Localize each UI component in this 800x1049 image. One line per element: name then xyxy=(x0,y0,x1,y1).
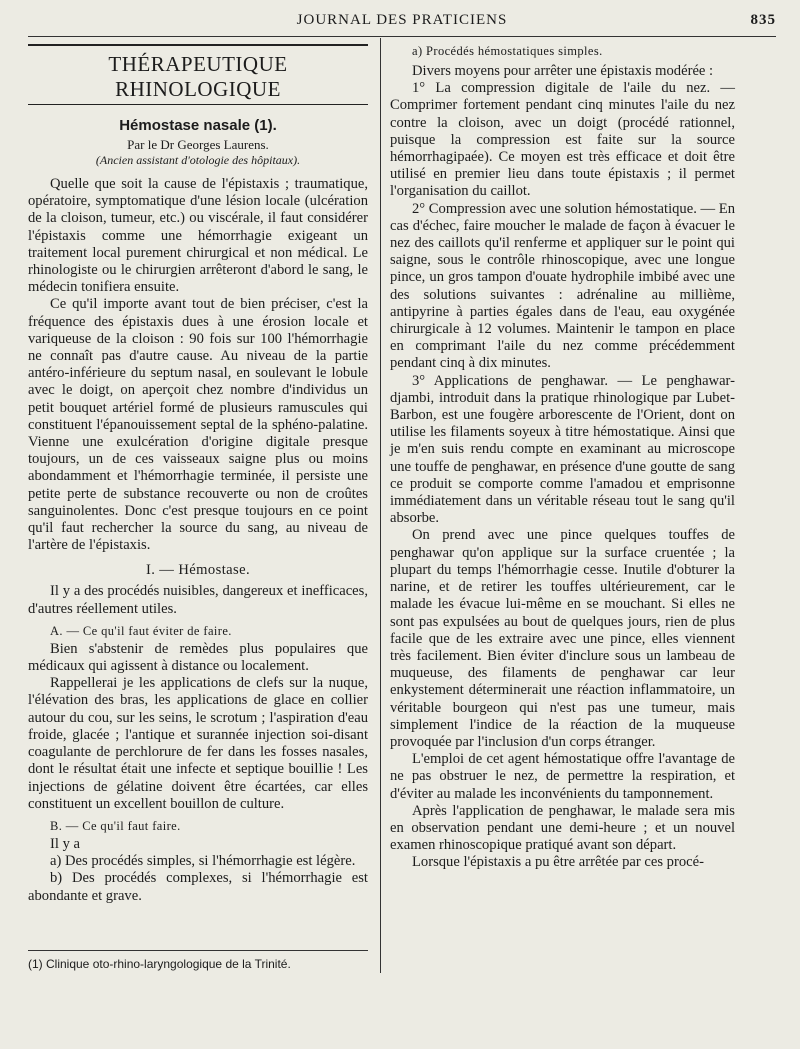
page-number: 835 xyxy=(750,12,776,28)
paragraph: 3° Applications de penghawar. — Le penghawar-djambi, introduit dans la pratique rhinologique par Lubet-Barbon, est une fougère arborescente de l'Orient, dont on utilise les filaments soyeux à titre hémostatique. Ainsi que je m'en suis rendu compte en examinant au microscope une touffe de penghawar, en présence d'une goutte de sang ce produit se comporte comme l'amadou et emprisonne immédiatement dans un véritable réseau tout le sang qu'il absorbe. xyxy=(390,372,735,527)
paragraph: Bien s'abstenir de remèdes plus populaires que médicaux qui agissent à distance ou localement. xyxy=(28,640,368,675)
list-item: a) Des procédés simples, si l'hémorrhagie est légère. xyxy=(50,853,356,870)
paragraph: Il y a xyxy=(50,835,80,852)
subsection-heading: B. — Ce qu'il faut faire. xyxy=(50,818,181,833)
list-item: b) Des procédés complexes, si l'hémorrhagie est abondante et grave. xyxy=(28,870,368,904)
paragraph: L'emploi de cet agent hémostatique offre l'avantage de ne pas obstruer le nez, de permettre la respiration, et d'éviter au malade les inconvénients du tamponnement. xyxy=(390,751,735,802)
footnote-rule xyxy=(28,950,368,951)
byline: Par le Dr Georges Laurens. xyxy=(127,137,269,152)
paragraph: Il y a des procédés nuisibles, dangereux et inefficaces, d'autres réellement utiles. xyxy=(28,583,368,617)
paragraph: Ce qu'il importe avant tout de bien préciser, c'est la fréquence des épistaxis dues à une érosion locale et variqueuse de la cloison : 90 fois sur 100 l'hémorrhagie ne connaît pas d'autre cause. Au niveau de la partie antéro-inférieure du septum nasal, en soulevant le lobule avec le doigt, on aperçoit chez nombre d'individus un petit bouquet artériel formé de plusieurs ramuscules qui constituent l'épanouissement septal de la sphéno-palatine. Vienne une exulcération d'origine digitale presque toujours, un de ces vaisseaux saigne plus ou moins abondamment et l'hémorrhagie terminée, il persiste une petite perte de substance recouverte ou non de croûtes sanguinolentes. Donc c'est presque toujours en ce point qu'il faut rechercher la source du sang, au niveau de l'artère de l'épistaxis. xyxy=(28,296,368,554)
column-divider xyxy=(380,38,381,973)
journal-title: JOURNAL DES PRATICIENS xyxy=(296,12,508,28)
article-title-block xyxy=(28,44,368,105)
article-subtitle: Hémostase nasale (1). xyxy=(119,117,277,134)
paragraph: 2° Compression avec une solution hémostatique. — En cas d'échec, faire moucher le malade de façon à évacuer le nez des caillots qu'il renferme et appliquer sur le point qui saigne, sous le contrôle rhinoscopique, avec une longue pince, un gros tampon d'ouate hydrophile imbibé avec une des solutions suivantes : adrénaline au millième, antipyrine à parties égales dans de l'eau, eau oxygénée chirurgicale à 12 volumes. Maintenir le tampon en place en comprimant l'aile du nez comme précédemment pendant cinq à dix minutes. xyxy=(390,200,735,372)
section-heading: I. — Hémostase. xyxy=(145,562,251,579)
right-column xyxy=(390,44,735,872)
left-column xyxy=(28,44,368,905)
paragraph: Lorsque l'épistaxis a pu être arrêtée par ces procé- xyxy=(412,854,704,871)
title-rule-top xyxy=(28,44,368,46)
title-rule-bottom xyxy=(28,104,368,105)
paragraph: Rappellerai je les applications de clefs sur la nuque, l'élévation des bras, les applications de glace en collier autour du cou, sur les seins, le scrotum ; l'aspiration d'eau froide, glacée ; l'antique et surannée injection soi-disant coagulante de perchlorure de fer dans les fosses nasales, dont le résultat était une infecte et septique bouillie ! Les injections de gélatine doivent être écartées, car elles constituent un excellent bouillon de culture. xyxy=(28,675,368,812)
running-head xyxy=(28,12,776,29)
paragraph: Quelle que soit la cause de l'épistaxis ; traumatique, opératoire, symptomatique d'une lésion locale (ulcération de la cloison, tumeur, etc.) ou viscérale, il faut considérer l'épistaxis comme une hémorrhagie exigeant un traitement local purement chirurgical et non médical. Le rhinologiste ou le chirurgien arrêteront d'abord le sang, le médecin tonifiera ensuite. xyxy=(28,176,368,296)
author-affiliation: (Ancien assistant d'otologie des hôpitaux). xyxy=(95,153,301,167)
paragraph: Après l'application de penghawar, le malade sera mis en observation pendant une demi-heure ; et un nouvel examen rhinoscopique pratiqué avant son départ. xyxy=(390,802,735,854)
header-rule xyxy=(28,36,776,37)
subsection-heading: a) Procédés hémostatiques simples. xyxy=(412,44,603,58)
subsection-heading: A. — Ce qu'il faut éviter de faire. xyxy=(50,623,232,638)
paragraph: On prend avec une pince quelques touffes de penghawar qu'on applique sur la surface cruentée ; la plupart du temps l'hémorrhagie cesse. Inutile d'obturer la narine, et de retirer les touffes ultérieurement, car le malade les évacue lui-même en se mouchant. Si elles ne sont pas expulsées au bout de quelques jours, rien de plus facile que de les extraire avec une pince, elles viennent très facilement. Bien éviter d'inclure sous un lambeau de muqueuse, des filaments de penghawar car leur enkystement déterminerait une réaction inflammatoire, un véritable bourgeon qui n'est pas une tumeur, mais simplement l'indice de la réaction de la muqueuse provoquée par l'inclusion d'un corps étranger. xyxy=(390,527,735,750)
paragraph: 1° La compression digitale de l'aile du nez. — Comprimer fortement pendant cinq minutes l'aile du nez contre la cloison, avec un doigt (procédé rationnel, puisque la compression est faite sur la source hémorrhagipaée). Ce moyen est très efficace et doit être utilisé en premier lieu dans toute épistaxis ; il permet l'organisation du caillot. xyxy=(390,80,735,200)
paragraph: Divers moyens pour arrêter une épistaxis modérée : xyxy=(412,63,714,79)
article-title: THÉRAPEUTIQUE RHINOLOGIQUE xyxy=(108,52,288,101)
footnote: (1) Clinique oto-rhino-laryngologique de la Trinité. xyxy=(28,957,291,971)
